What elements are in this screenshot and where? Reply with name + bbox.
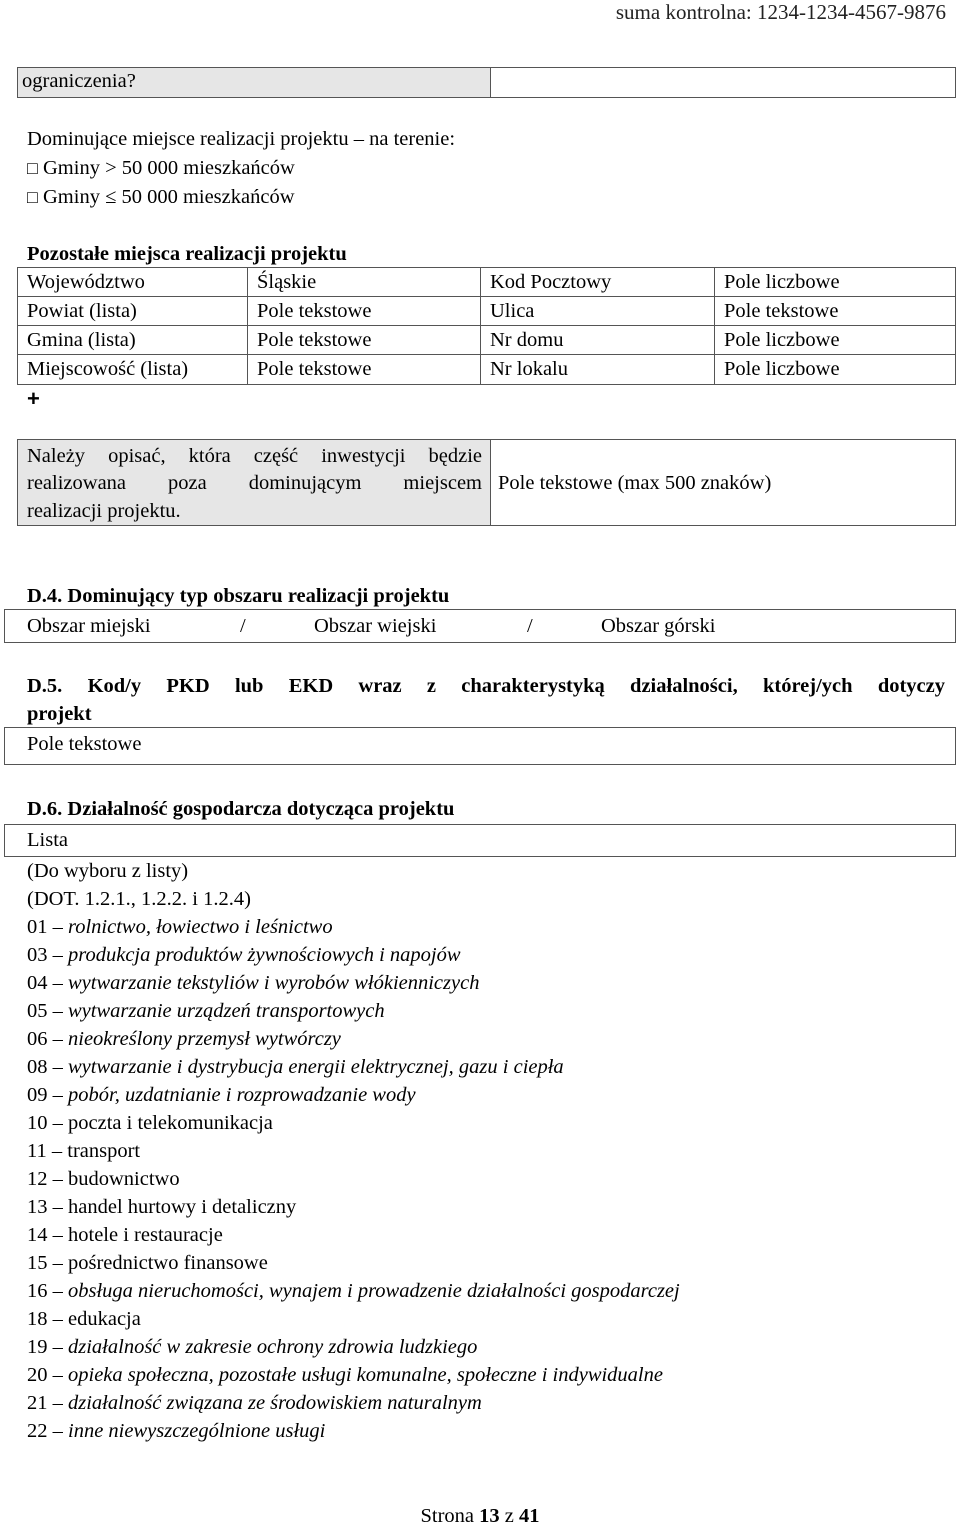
cell-nr-domu-value[interactable]: Pole liczbowe [724, 329, 840, 351]
d4-heading: D.4. Dominujący typ obszaru realizacji projektu [27, 585, 450, 607]
activity-code: 06 [27, 1028, 48, 1050]
activity-dash: – [52, 1028, 63, 1050]
activity-dash: – [52, 1420, 63, 1442]
activity-item[interactable] [27, 1252, 268, 1275]
checkbox-icon[interactable]: □ [27, 187, 38, 207]
activity-label: nieokreślony przemysł wytwórczy [68, 1028, 341, 1050]
cell-ulica-value[interactable]: Pole tekstowe [724, 300, 839, 322]
describe-label-line-2: realizowana poza dominującym miejscem [27, 472, 482, 494]
activity-code: 09 [27, 1084, 48, 1106]
activity-item[interactable] [27, 1224, 223, 1247]
activity-code: 05 [27, 1000, 48, 1022]
activity-code: 15 [27, 1252, 48, 1274]
d6-heading: D.6. Działalność gospodarcza dotycząca projektu [27, 798, 455, 820]
activity-label: obsługa nieruchomości, wynajem i prowadzenie działalności gospodarczej [68, 1280, 680, 1302]
activity-item[interactable] [27, 1028, 341, 1051]
activity-label: poczta i telekomunikacja [68, 1112, 273, 1134]
cell-nr-lokalu-value[interactable]: Pole liczbowe [724, 358, 840, 380]
activity-label: transport [67, 1140, 141, 1162]
activity-dash: – [52, 1084, 63, 1106]
page-footer [0, 1505, 960, 1528]
footer-page-number: 13 [479, 1505, 500, 1527]
limitations-label: ograniczenia? [22, 70, 136, 92]
activity-label: handel hurtowy i detaliczny [68, 1196, 297, 1218]
activity-code: 14 [27, 1224, 48, 1246]
activity-item[interactable] [27, 1280, 680, 1303]
activity-item[interactable] [27, 1056, 564, 1079]
d6-note-applies: (DOT. 1.2.1., 1.2.2. i 1.2.4) [27, 888, 251, 910]
cell-ulica-label: Ulica [490, 300, 535, 322]
activity-dash: – [52, 1224, 63, 1246]
option-label: Gminy > 50 000 mieszkańców [43, 157, 295, 179]
area-option-mountain[interactable]: Obszar górski [601, 615, 716, 637]
activity-item[interactable] [27, 1392, 482, 1415]
dominant-location-heading: Dominujące miejsce realizacji projektu – na terenie: [27, 128, 456, 150]
activity-item[interactable] [27, 944, 461, 967]
activity-item[interactable] [27, 972, 479, 995]
activity-label: edukacja [68, 1308, 141, 1330]
area-option-urban[interactable]: Obszar miejski [27, 615, 151, 637]
activity-dash: – [52, 1000, 63, 1022]
activity-item[interactable] [27, 1336, 477, 1359]
activity-dash: – [52, 1364, 63, 1386]
activity-dash: – [52, 1280, 63, 1302]
other-locations-heading: Pozostałe miejsca realizacji projektu [27, 243, 347, 265]
top-row-right-cell [490, 67, 956, 98]
activity-code: 11 [27, 1140, 47, 1162]
activity-code: 12 [27, 1168, 48, 1190]
footer-prefix: Strona [420, 1505, 475, 1527]
describe-label-line-3: realizacji projektu. [27, 500, 181, 522]
activity-code: 19 [27, 1336, 48, 1358]
d5-heading-line-1: D.5. Kod/y PKD lub EKD wraz z charakterystyką działalności, której/ych dotyczy [27, 675, 945, 697]
activity-code: 18 [27, 1308, 48, 1330]
activity-dash: – [52, 1252, 63, 1274]
area-option-rural[interactable]: Obszar wiejski [314, 615, 437, 637]
activity-label: opieka społeczna, pozostałe usługi komunalne, społeczne i indywidualne [68, 1364, 663, 1386]
activity-item[interactable] [27, 1308, 141, 1331]
activity-item[interactable] [27, 1140, 140, 1163]
d5-heading-line-2: projekt [27, 703, 92, 725]
checkbox-icon[interactable]: □ [27, 158, 38, 178]
cell-miejscowosc-value[interactable]: Pole tekstowe [257, 358, 372, 380]
activity-item[interactable] [27, 1420, 325, 1443]
d6-activity-select[interactable] [4, 824, 956, 857]
activity-code: 10 [27, 1112, 48, 1134]
activity-dash: – [52, 972, 63, 994]
cell-kod-pocztowy-value[interactable]: Pole liczbowe [724, 271, 840, 293]
d5-pkd-placeholder: Pole tekstowe [27, 733, 142, 755]
activity-item[interactable] [27, 1000, 385, 1023]
activity-item[interactable] [27, 1168, 180, 1191]
cell-gmina-value[interactable]: Pole tekstowe [257, 329, 372, 351]
activity-label: wytwarzanie tekstyliów i wyrobów włókienniczych [68, 972, 480, 994]
activity-label: produkcja produktów żywnościowych i napojów [68, 944, 461, 966]
activity-dash: – [52, 1392, 63, 1414]
activity-code: 16 [27, 1280, 48, 1302]
activity-label: budownictwo [68, 1168, 180, 1190]
activity-code: 20 [27, 1364, 48, 1386]
add-location-button[interactable]: + [27, 386, 40, 411]
activity-label: pośrednictwo finansowe [68, 1252, 268, 1274]
cell-powiat-label: Powiat (lista) [27, 300, 137, 322]
activity-dash: – [52, 1336, 63, 1358]
cell-wojewodztwo-label: Województwo [27, 271, 145, 293]
activity-label: wytwarzanie i dystrybucja energii elektrycznej, gazu i ciepła [68, 1056, 564, 1078]
activity-label: rolnictwo, łowiectwo i leśnictwo [68, 916, 333, 938]
d6-select-value: Lista [27, 829, 68, 851]
describe-field-placeholder: Pole tekstowe (max 500 znaków) [498, 472, 772, 494]
activity-label: działalność związana ze środowiskiem naturalnym [68, 1392, 482, 1414]
activity-item[interactable] [27, 1084, 416, 1107]
activity-code: 01 [27, 916, 48, 938]
cell-powiat-value[interactable]: Pole tekstowe [257, 300, 372, 322]
cell-nr-domu-label: Nr domu [490, 329, 564, 351]
cell-miejscowosc-label: Miejscowość (lista) [27, 358, 189, 380]
option-gminy-under-50000[interactable] [27, 186, 295, 209]
cell-gmina-label: Gmina (lista) [27, 329, 136, 351]
activity-dash: – [52, 1112, 63, 1134]
cell-nr-lokalu-label: Nr lokalu [490, 358, 568, 380]
activity-code: 21 [27, 1392, 48, 1414]
d6-note-choose: (Do wyboru z listy) [27, 860, 189, 882]
activity-dash: – [52, 916, 63, 938]
activity-code: 04 [27, 972, 48, 994]
option-label: Gminy ≤ 50 000 mieszkańców [43, 186, 295, 208]
cell-kod-pocztowy-label: Kod Pocztowy [490, 271, 612, 293]
d5-pkd-field[interactable] [4, 727, 956, 765]
activity-item[interactable] [27, 1196, 296, 1219]
cell-wojewodztwo-value[interactable]: Śląskie [257, 271, 317, 293]
activity-item[interactable] [27, 1364, 663, 1387]
activity-dash: – [52, 1308, 63, 1330]
area-separator: / [527, 615, 533, 637]
option-gminy-over-50000[interactable] [27, 157, 295, 180]
area-separator: / [240, 615, 246, 637]
activity-item[interactable] [27, 916, 333, 939]
checksum-header: suma kontrolna: 1234-1234-4567-9876 [615, 0, 946, 24]
footer-sep: z [504, 1505, 514, 1527]
activity-label: inne niewyszczególnione usługi [68, 1420, 326, 1442]
activity-dash: – [52, 944, 63, 966]
activity-dash: – [52, 1056, 63, 1078]
activity-code: 03 [27, 944, 48, 966]
activity-label: wytwarzanie urządzeń transportowych [68, 1000, 385, 1022]
activity-label: pobór, uzdatnianie i rozprowadzanie wody [68, 1084, 416, 1106]
activity-label: hotele i restauracje [68, 1224, 223, 1246]
activity-code: 13 [27, 1196, 48, 1218]
activity-label: działalność w zakresie ochrony zdrowia ludzkiego [68, 1336, 478, 1358]
activity-code: 08 [27, 1056, 48, 1078]
activity-dash: – [52, 1168, 63, 1190]
activity-code: 22 [27, 1420, 48, 1442]
activity-dash: – [51, 1140, 63, 1162]
activity-dash: – [52, 1196, 63, 1218]
activity-item[interactable] [27, 1112, 273, 1135]
footer-total-pages: 41 [519, 1505, 540, 1527]
describe-label-line-1: Należy opisać, która część inwestycji będzie [27, 445, 482, 467]
